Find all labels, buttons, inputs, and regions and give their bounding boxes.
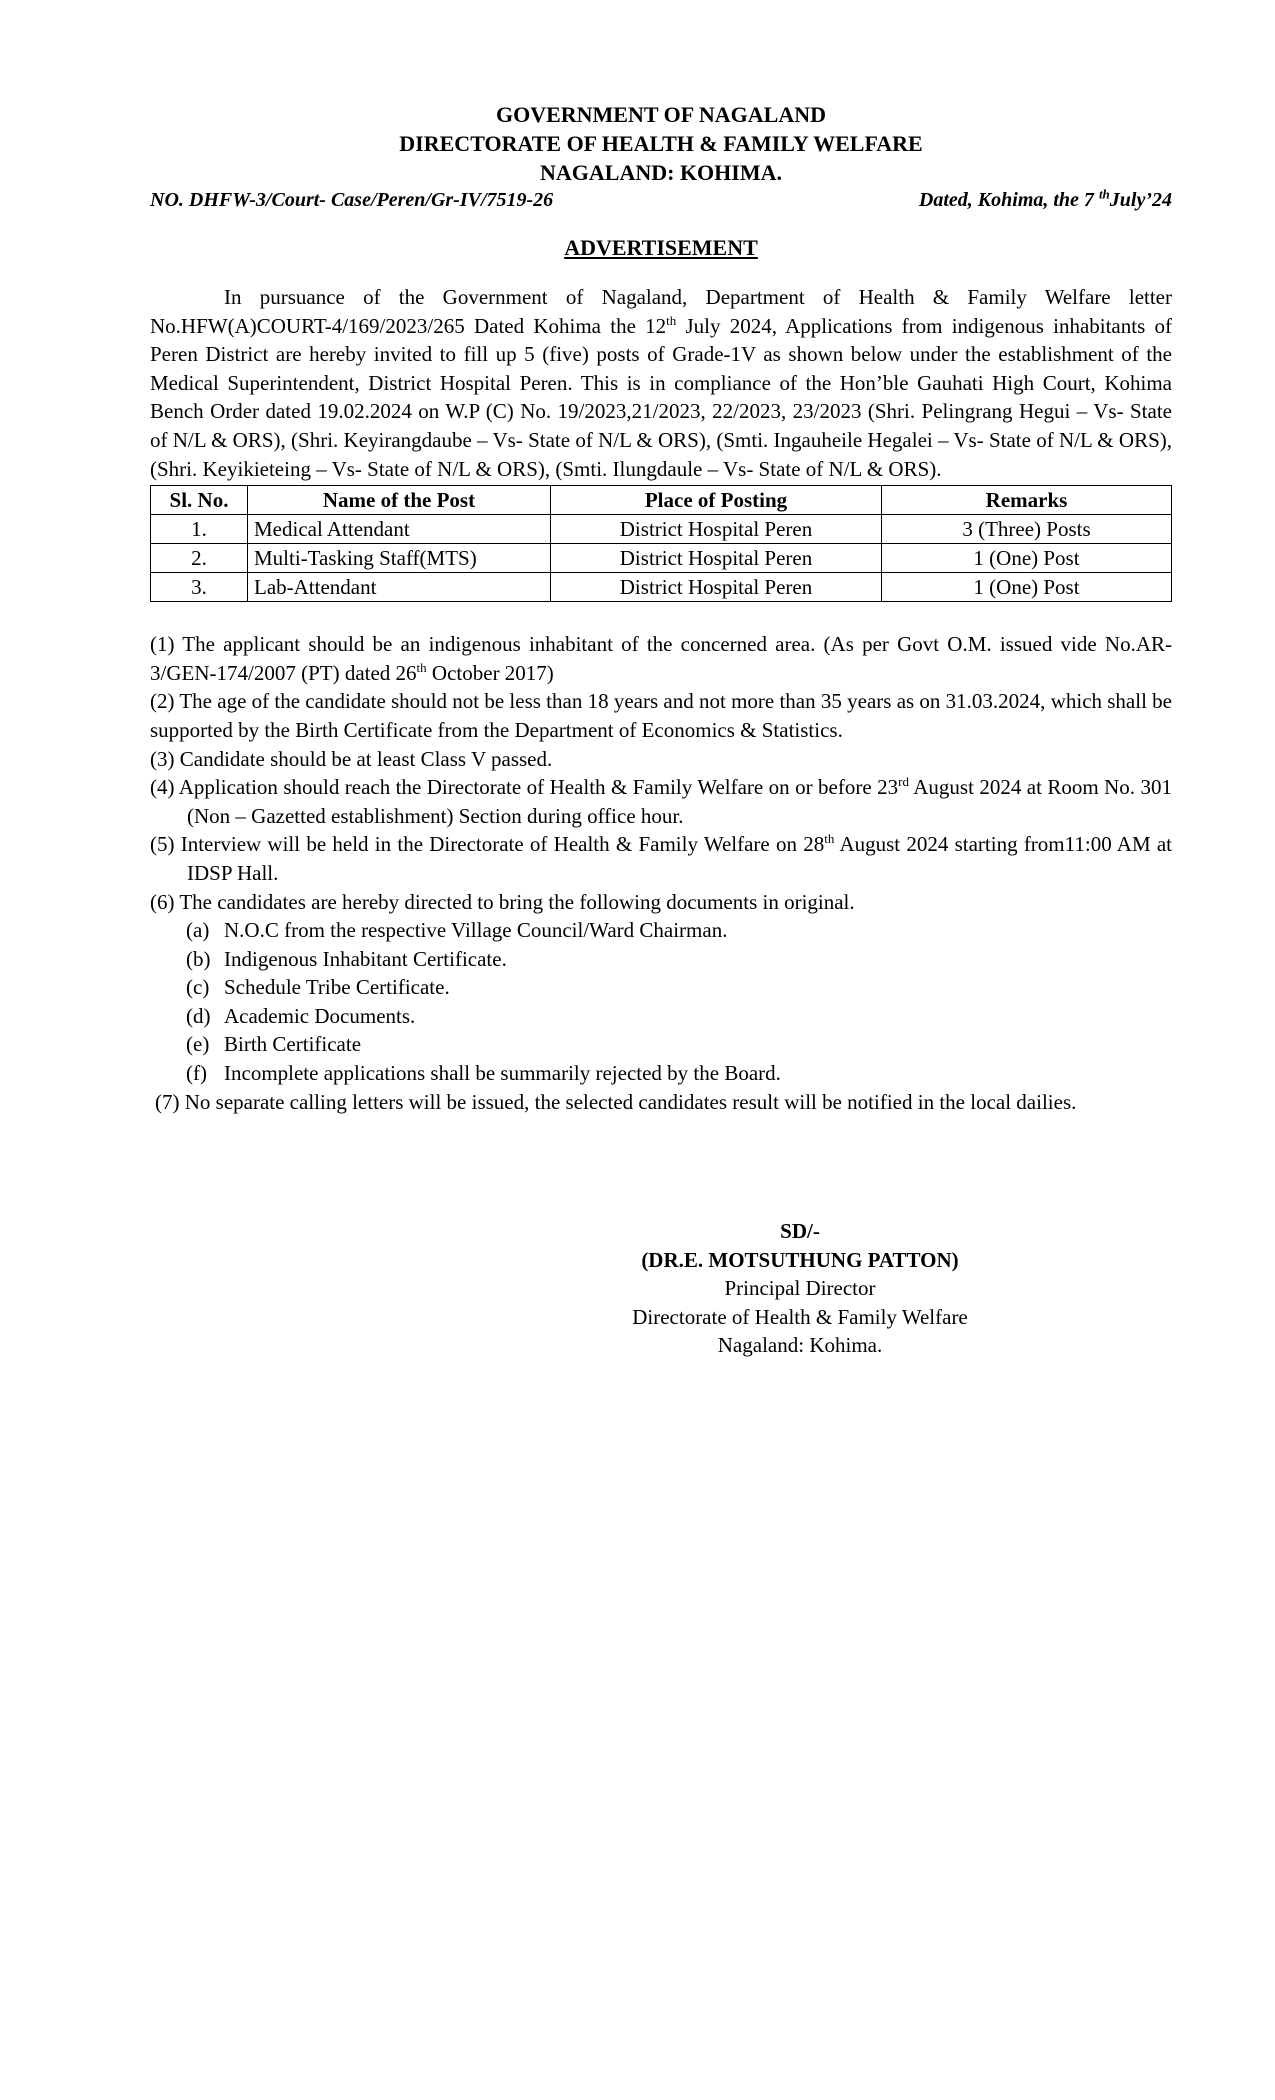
- posts-table: [150, 485, 1172, 602]
- document-item: (e) Birth Certificate: [186, 1032, 362, 1057]
- condition-3: (3) Candidate should be at least Class V passed.: [150, 746, 553, 771]
- cell-post: Lab-Attendant: [248, 573, 551, 602]
- table-header-row: [151, 486, 1172, 515]
- document-item: (c) Schedule Tribe Certificate.: [186, 975, 450, 1000]
- table-row: [151, 544, 1172, 573]
- col-header-sl: Sl. No.: [151, 486, 248, 515]
- document-item: (a) N.O.C from the respective Village Council/Ward Chairman.: [186, 918, 728, 943]
- signature-sd: SD/-: [780, 1219, 820, 1243]
- govt-header: [150, 100, 1172, 187]
- document-item: (b) Indigenous Inhabitant Certificate.: [186, 946, 507, 971]
- cell-sl: 2.: [151, 544, 248, 573]
- cell-sl: 3.: [151, 573, 248, 602]
- signatory-name: (DR.E. MOTSUTHUNG PATTON): [641, 1247, 959, 1272]
- condition-7: (7) No separate calling letters will be issued, the selected candidates result will be notified in the local dailies.: [155, 1089, 1077, 1114]
- header-line-govt: GOVERNMENT OF NAGALAND: [495, 102, 826, 127]
- signatory-place: Nagaland: Kohima.: [717, 1333, 883, 1358]
- col-header-place: Place of Posting: [551, 486, 882, 515]
- document-date: Dated, Kohima, the 7 $^{th}$July’24: [918, 186, 1172, 211]
- cell-remarks: 1 (One) Post: [882, 573, 1172, 602]
- cell-place: District Hospital Peren: [551, 515, 882, 544]
- condition-2: (2) The age of the candidate should not be less than 18 years and not more than 35 years as on 31.03.2024, which shall be supported by the Birth Certificate from the Department of Economics & Statistics.: [150, 689, 1172, 742]
- col-header-remarks: Remarks: [882, 486, 1172, 515]
- cell-sl: 1.: [151, 515, 248, 544]
- header-line-location: NAGALAND: KOHIMA.: [540, 160, 782, 185]
- col-header-post: Name of the Post: [248, 486, 551, 515]
- cell-remarks: 1 (One) Post: [882, 544, 1172, 573]
- cell-place: District Hospital Peren: [551, 544, 882, 573]
- cell-post: Medical Attendant: [248, 515, 551, 544]
- intro-paragraph: In pursuance of the Government of Nagaland, Department of Health & Family Welfare letter No.HFW(A)COURT-4/169/2023/265 Dated Kohima the 12th July 2024, Applications from indigenous inhabitants of Peren District are hereby invited to fill up 5 (five) posts of Grade-1V as shown below under the establishment of the Medical Superintendent, District Hospital Peren. This is in compliance of the Hon’ble Gauhati High Court, Kohima Bench Order dated 19.02.2024 on W.P (C) No. 19/2023,21/2023, 22/2023, 23/2023 (Shri. Pelingrang Hegui – Vs- State of N/L & ORS), (Shri. Keyirangdaube – Vs- State of N/L & ORS), (Smti. Ingauheile Hegalei – Vs- State of N/L & ORS), (Shri. Keyikieteing – Vs- State of N/L & ORS), (Smti. Ilungdaule – Vs- State of N/L & ORS).: [150, 285, 1172, 481]
- condition-6: (6) The candidates are hereby directed to bring the following documents in original.: [150, 889, 855, 914]
- condition-1: (1) The applicant should be an indigenous inhabitant of the concerned area. (As per Govt O.M. issued vide No.AR-3/GEN-174/2007 (PT) dated 26th October 2017): [150, 632, 1172, 685]
- header-line-directorate: DIRECTORATE OF HEALTH & FAMILY WELFARE: [399, 131, 923, 156]
- signature-block: [570, 1217, 1030, 1360]
- cell-post: Multi-Tasking Staff(MTS): [248, 544, 551, 573]
- advertisement-title: ADVERTISEMENT: [564, 235, 758, 260]
- reference-number: NO. DHFW-3/Court- Case/Peren/Gr-IV/7519-26: [150, 189, 554, 211]
- signatory-designation: Principal Director: [724, 1276, 876, 1301]
- document-page: [150, 100, 1172, 1116]
- conditions-list: [150, 630, 1172, 1116]
- cell-place: District Hospital Peren: [551, 573, 882, 602]
- table-row: [151, 515, 1172, 544]
- signatory-office: Directorate of Health & Family Welfare: [632, 1304, 968, 1329]
- table-row: [151, 573, 1172, 602]
- condition-5: (5) Interview will be held in the Directorate of Health & Family Welfare on 28th August 2024 starting from11:00 AM at IDSP Hall.: [150, 831, 1173, 885]
- document-item: (f) Incomplete applications shall be summarily rejected by the Board.: [186, 1061, 781, 1086]
- document-item: (d) Academic Documents.: [186, 1003, 416, 1028]
- condition-4: (4) Application should reach the Directorate of Health & Family Welfare on or before 23rd August 2024 at Room No. 301 (Non – Gazetted establishment) Section during office hour.: [150, 774, 1172, 828]
- reference-line: [150, 186, 1172, 212]
- cell-remarks: 3 (Three) Posts: [882, 515, 1172, 544]
